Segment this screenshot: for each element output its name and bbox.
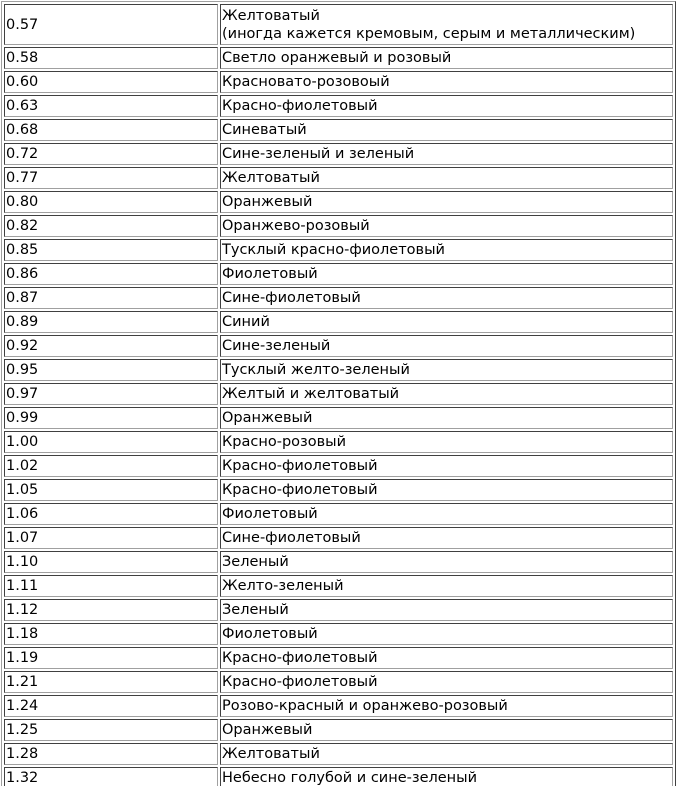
- value-cell: 1.12: [4, 599, 218, 621]
- table-row: [4, 575, 673, 597]
- value-cell: 1.18: [4, 623, 218, 645]
- table-row: [4, 95, 673, 117]
- value-cell: 0.68: [4, 119, 218, 141]
- value-cell: 0.63: [4, 95, 218, 117]
- table-row: [4, 143, 673, 165]
- color-cell: Красно-фиолетовый: [220, 455, 673, 477]
- table-row: [4, 383, 673, 405]
- color-cell: Красно-фиолетовый: [220, 95, 673, 117]
- color-cell: Красно-розовый: [220, 431, 673, 453]
- table-row: [4, 599, 673, 621]
- color-cell: [220, 4, 673, 45]
- table-row: [4, 671, 673, 693]
- table-row: [4, 431, 673, 453]
- value-cell: 0.82: [4, 215, 218, 237]
- table-row: [4, 263, 673, 285]
- value-cell: 1.32: [4, 767, 218, 786]
- color-cell: Сине-зеленый и зеленый: [220, 143, 673, 165]
- table-row: [4, 479, 673, 501]
- value-cell: 0.99: [4, 407, 218, 429]
- color-cell: Оранжевый: [220, 407, 673, 429]
- table-row: [4, 695, 673, 717]
- table-row: [4, 503, 673, 525]
- color-name: Желтоватый: [222, 7, 320, 24]
- value-cell: 1.11: [4, 575, 218, 597]
- color-cell: Желтый и желтоватый: [220, 383, 673, 405]
- value-cell: 1.06: [4, 503, 218, 525]
- table-row: [4, 4, 673, 45]
- value-cell: 0.97: [4, 383, 218, 405]
- table-row: [4, 167, 673, 189]
- value-cell: 0.95: [4, 359, 218, 381]
- table-row: [4, 335, 673, 357]
- color-cell: Красно-фиолетовый: [220, 671, 673, 693]
- color-cell: Фиолетовый: [220, 503, 673, 525]
- value-cell: 0.85: [4, 239, 218, 261]
- table-row: [4, 47, 673, 69]
- table-row: [4, 311, 673, 333]
- color-cell: Фиолетовый: [220, 263, 673, 285]
- color-cell: Светло оранжевый и розовый: [220, 47, 673, 69]
- value-cell: 0.87: [4, 287, 218, 309]
- color-cell: Зеленый: [220, 551, 673, 573]
- color-cell: Сине-фиолетовый: [220, 527, 673, 549]
- color-table: [1, 1, 676, 786]
- table-row: [4, 767, 673, 786]
- table-row: [4, 191, 673, 213]
- table-row: [4, 455, 673, 477]
- color-cell: Оранжево-розовый: [220, 215, 673, 237]
- table-row: [4, 551, 673, 573]
- table-row: [4, 239, 673, 261]
- color-cell: Желтоватый: [220, 167, 673, 189]
- color-cell: Оранжевый: [220, 191, 673, 213]
- value-cell: 1.10: [4, 551, 218, 573]
- color-cell: Красно-фиолетовый: [220, 647, 673, 669]
- value-cell: 0.86: [4, 263, 218, 285]
- color-cell: Тусклый красно-фиолетовый: [220, 239, 673, 261]
- table-row: [4, 287, 673, 309]
- value-cell: 0.58: [4, 47, 218, 69]
- color-cell: Розово-красный и оранжево-розовый: [220, 695, 673, 717]
- table-row: [4, 119, 673, 141]
- table-row: [4, 743, 673, 765]
- color-cell: Фиолетовый: [220, 623, 673, 645]
- value-cell: 0.89: [4, 311, 218, 333]
- color-cell: Красно-фиолетовый: [220, 479, 673, 501]
- value-cell: 1.07: [4, 527, 218, 549]
- value-cell: 0.57: [4, 4, 218, 45]
- table-row: [4, 527, 673, 549]
- value-cell: 1.25: [4, 719, 218, 741]
- value-cell: 0.77: [4, 167, 218, 189]
- color-table-body: [4, 4, 673, 786]
- value-cell: 1.19: [4, 647, 218, 669]
- color-cell: Зеленый: [220, 599, 673, 621]
- table-row: [4, 71, 673, 93]
- table-row: [4, 647, 673, 669]
- table-row: [4, 407, 673, 429]
- color-note: (иногда кажется кремовым, серым и металлическим): [222, 25, 636, 42]
- value-cell: 1.21: [4, 671, 218, 693]
- table-row: [4, 719, 673, 741]
- color-cell: Синий: [220, 311, 673, 333]
- value-cell: 1.24: [4, 695, 218, 717]
- value-cell: 0.80: [4, 191, 218, 213]
- color-cell: Сине-фиолетовый: [220, 287, 673, 309]
- value-cell: 1.00: [4, 431, 218, 453]
- color-cell: Желто-зеленый: [220, 575, 673, 597]
- color-cell: Сине-зеленый: [220, 335, 673, 357]
- value-cell: 0.92: [4, 335, 218, 357]
- table-row: [4, 623, 673, 645]
- value-cell: 1.05: [4, 479, 218, 501]
- value-cell: 0.60: [4, 71, 218, 93]
- color-cell: Синеватый: [220, 119, 673, 141]
- color-cell: Тусклый желто-зеленый: [220, 359, 673, 381]
- color-cell: Небесно голубой и сине-зеленый: [220, 767, 673, 786]
- color-cell: Оранжевый: [220, 719, 673, 741]
- value-cell: 1.28: [4, 743, 218, 765]
- value-cell: 0.72: [4, 143, 218, 165]
- table-row: [4, 359, 673, 381]
- table-row: [4, 215, 673, 237]
- value-cell: 1.02: [4, 455, 218, 477]
- color-cell: Желтоватый: [220, 743, 673, 765]
- color-cell: Красновато-розовоый: [220, 71, 673, 93]
